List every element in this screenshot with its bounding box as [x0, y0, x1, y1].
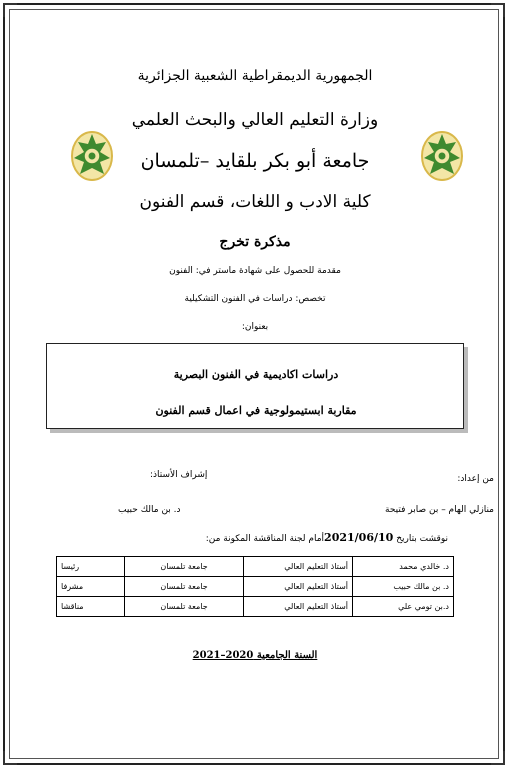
university-logo-right: [420, 130, 464, 182]
jury-role: رئيسا: [57, 557, 125, 577]
jury-rank: أستاذ التعليم العالي: [244, 557, 353, 577]
table-row: [57, 557, 454, 577]
border-corner: [491, 751, 505, 765]
thesis-title-line1: دراسات اكاديمية في الفنون البصرية: [173, 368, 339, 381]
discussion-suffix: أمام لجنة المناقشة المكونة من:: [205, 534, 325, 544]
academic-year: [0, 650, 510, 661]
jury-rank: أستاذ التعليم العالي: [244, 597, 353, 617]
degree-line: مقدمة للحصول على شهادة ماستر في: الفنون: [169, 266, 341, 276]
supervisor-name: د. بن مالك حبيب: [118, 505, 181, 515]
jury-university: جامعة تلمسان: [125, 577, 244, 597]
jury-university: جامعة تلمسان: [125, 597, 244, 617]
memo-title: مذكرة تخرج: [219, 234, 291, 250]
supervision-label: إشراف الأستاذ:: [150, 470, 208, 480]
jury-role: مناقشا: [57, 597, 125, 617]
jury-university: جامعة تلمسان: [125, 557, 244, 577]
discussion-prefix: نوقشت بتاريخ: [396, 534, 448, 544]
border-corner: [3, 3, 17, 17]
specialty-line: تخصص: دراسات في الفنون التشكيلية: [184, 294, 326, 304]
discussion-date: 2021/06/10: [324, 531, 394, 544]
jury-table: [56, 556, 454, 617]
jury-rank: أستاذ التعليم العالي: [244, 577, 353, 597]
university-heading: جامعة أبو بكر بلقايد –تلمسان: [140, 150, 370, 172]
border-corner: [3, 751, 17, 765]
thesis-title-line2: مقاربة ابستيمولوجية في اعمال قسم الفنون: [155, 404, 357, 417]
jury-role: مشرفا: [57, 577, 125, 597]
ministry-heading: وزارة التعليم العالي والبحث العلمي: [131, 110, 379, 130]
republic-heading: الجمهورية الديمقراطية الشعبية الجزائرية: [137, 68, 373, 84]
jury-name: د. بن مالك حبيب: [353, 577, 454, 597]
jury-name: د.بن تومي علي: [353, 597, 454, 617]
discussion-line: [206, 531, 448, 544]
students-names: منازلي الهام – بن صابر فتيحة: [385, 505, 494, 515]
titled-label: بعنوان:: [241, 322, 269, 332]
thesis-title-box: [46, 343, 464, 429]
table-row: [57, 597, 454, 617]
border-corner: [491, 3, 505, 17]
academic-year-text: السنة الجامعية 2020–2021: [192, 650, 318, 661]
table-row: [57, 577, 454, 597]
jury-name: د. خالدي محمد: [353, 557, 454, 577]
prepared-by-label: من إعداد:: [457, 474, 494, 484]
faculty-heading: كلية الادب و اللغات، قسم الفنون: [139, 192, 371, 212]
university-logo-left: [70, 130, 114, 182]
